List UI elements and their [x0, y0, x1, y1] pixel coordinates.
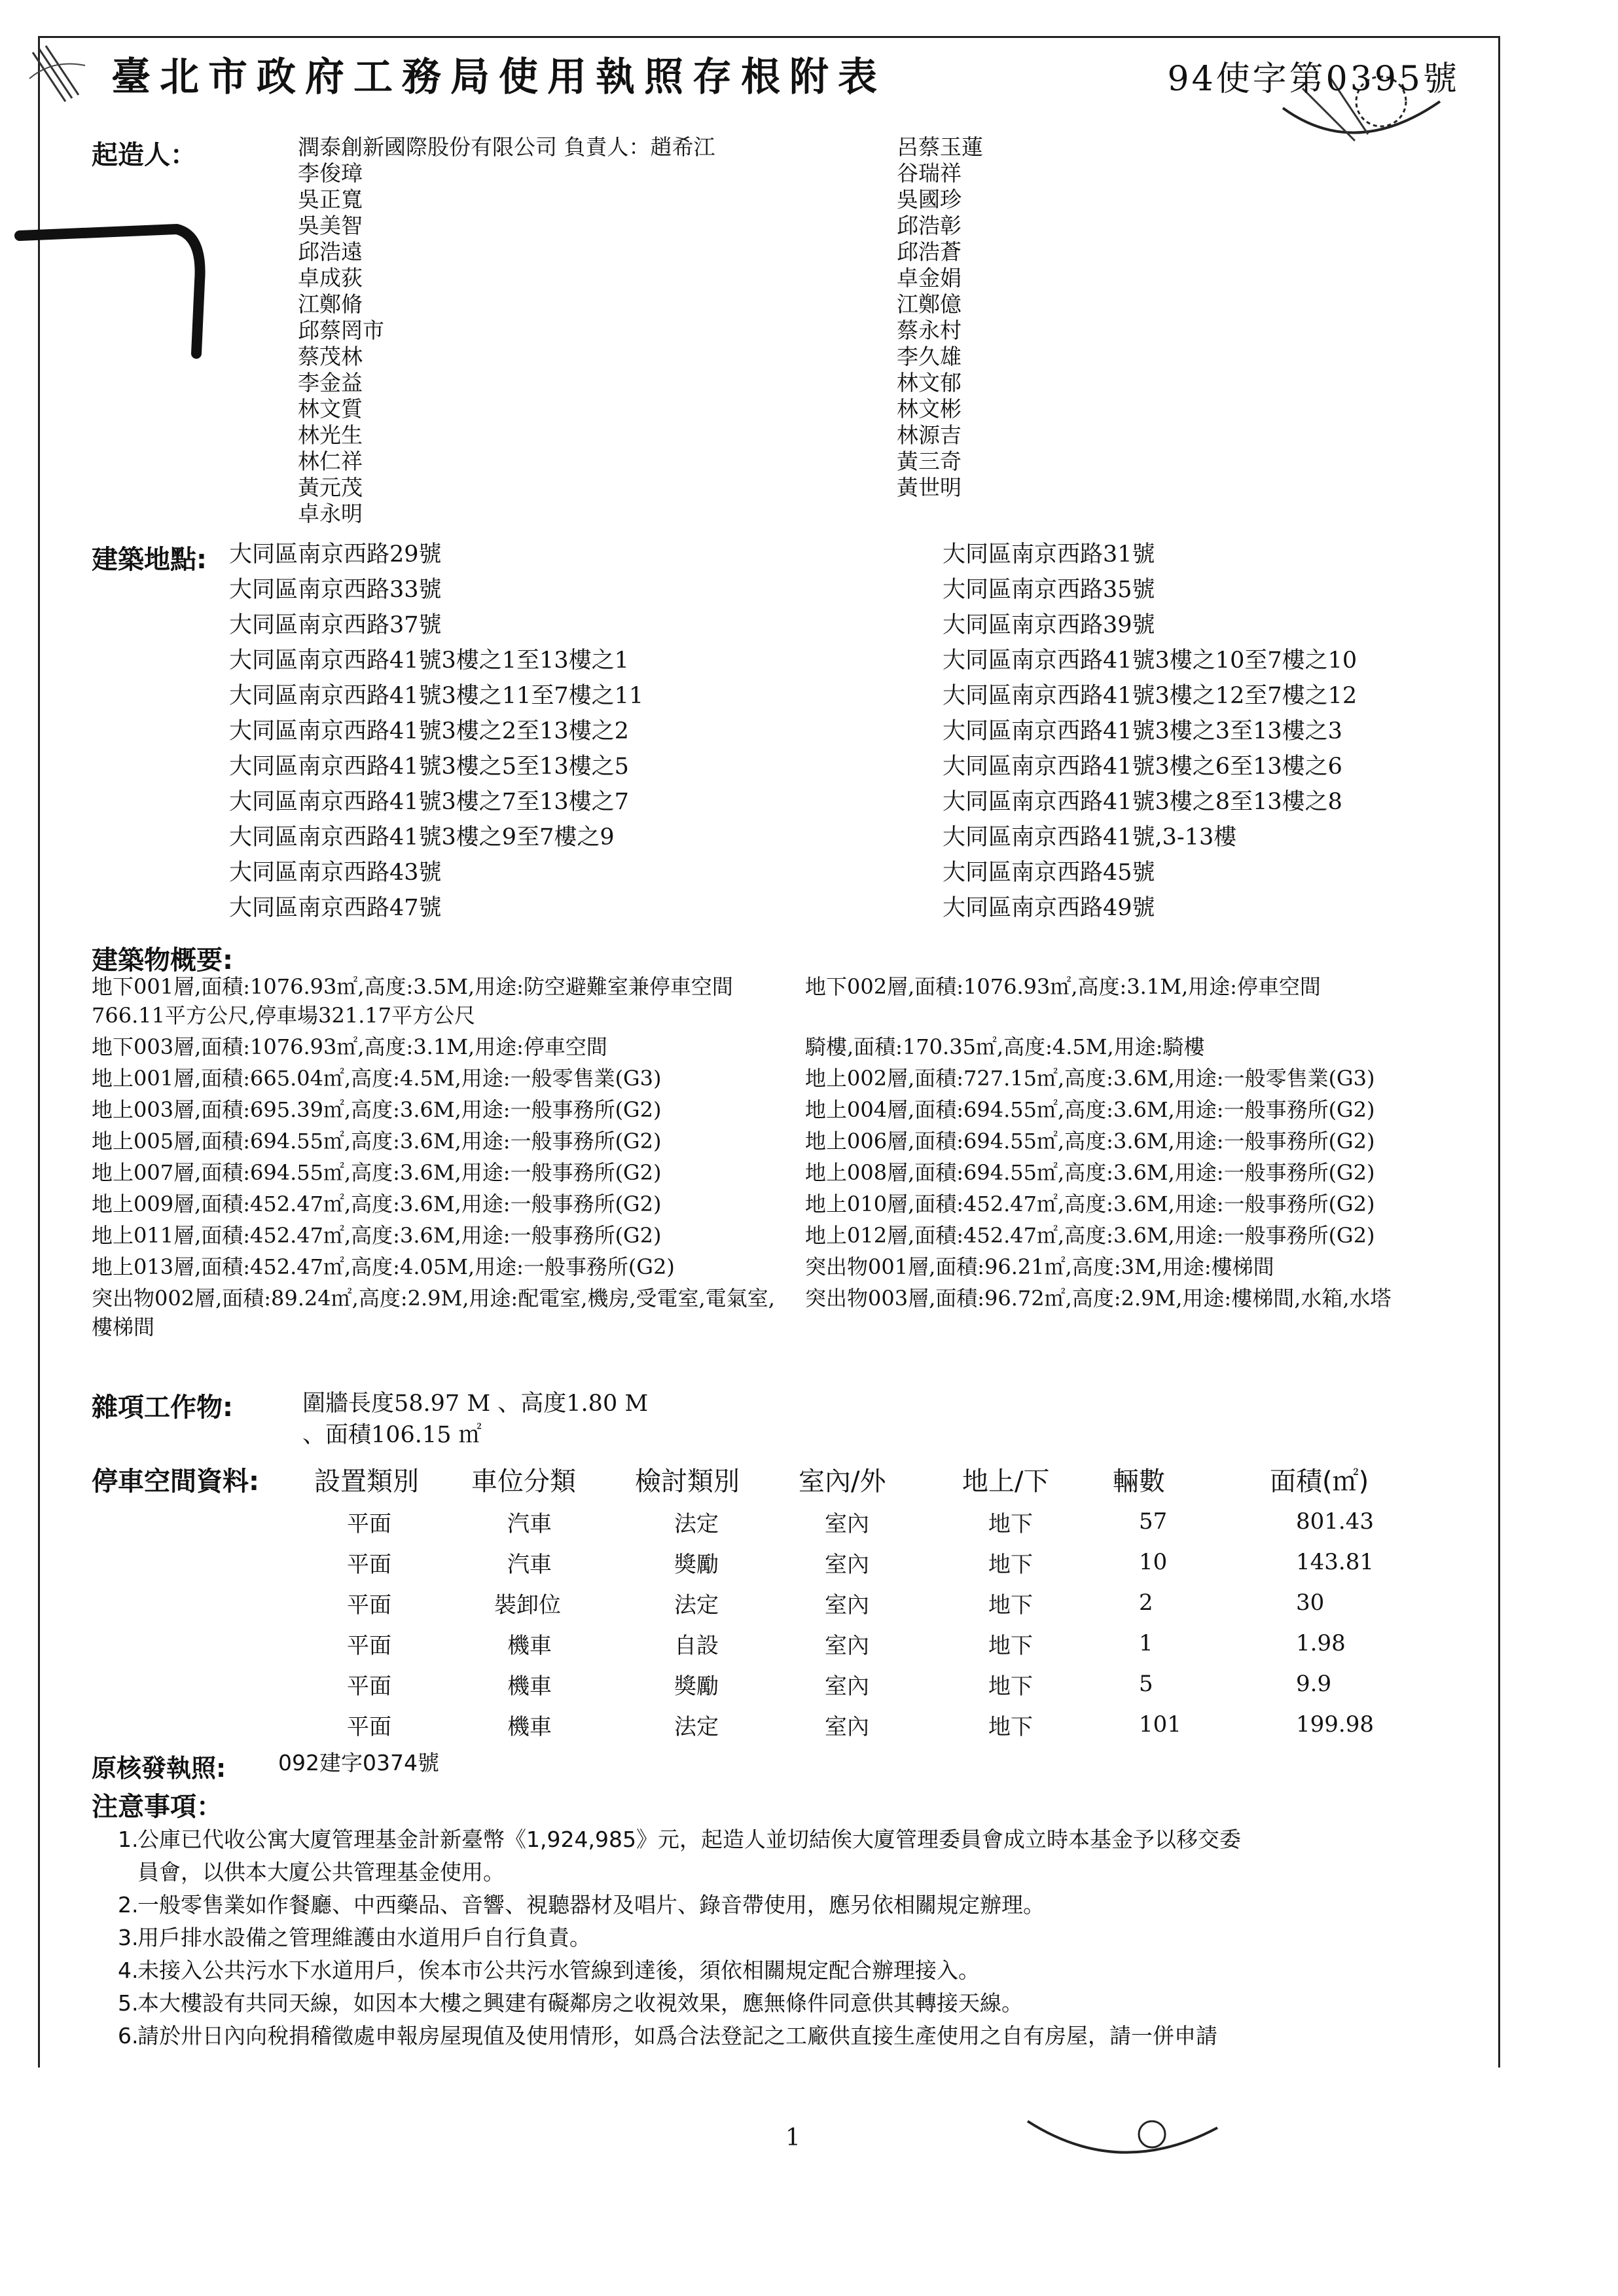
builder-name: 吳美智 [298, 213, 363, 238]
column-header: 檢討類別 [635, 1466, 740, 1497]
builder-name: 蔡茂林 [298, 344, 363, 369]
builder-name: 林文郁 [897, 370, 962, 395]
cell-type: 平面 [347, 1713, 391, 1740]
note-item [118, 1823, 1519, 1856]
floor-entry: 地上001層,面積:665.04㎡,高度:4.5M,用途:一般零售業(G3) [92, 1066, 662, 1091]
floor-entry: 地上012層,面積:452.47㎡,高度:3.6M,用途:一般事務所(G2) [805, 1223, 1375, 1248]
builder-name: 林文質 [298, 396, 363, 422]
site-address: 大同區南京西路41號,3-13樓 [943, 824, 1237, 850]
floor-entry: 地上013層,面積:452.47㎡,高度:4.05M,用途:一般事務所(G2) [92, 1254, 675, 1279]
builder-left-column [298, 134, 715, 527]
site-address: 大同區南京西路39號 [943, 612, 1155, 638]
note-number: 5. [118, 1990, 139, 2016]
note-item [118, 1987, 1519, 2020]
permit-number: 94使字第0395號 [1167, 60, 1460, 99]
note-item [118, 1922, 1519, 1954]
builder-name: 卓金娟 [897, 265, 962, 291]
floor-entry: 地上008層,面積:694.55㎡,高度:3.6M,用途:一般事務所(G2) [805, 1160, 1375, 1185]
cell-level: 地下 [988, 1592, 1033, 1618]
builder-name: 李久雄 [897, 344, 962, 369]
note-item [118, 1954, 1519, 1987]
cell-type: 平面 [347, 1673, 391, 1700]
site-address: 大同區南京西路29號 [229, 541, 442, 568]
note-item [118, 1856, 1519, 1889]
column-header: 車位分類 [471, 1466, 576, 1497]
cell-count: 1 [1139, 1630, 1153, 1656]
original-label: 原核發執照: [92, 1754, 226, 1783]
floor-entry: 突出物001層,面積:96.21㎡,高度:3M,用途:樓梯間 [805, 1254, 1274, 1279]
site-address: 大同區南京西路49號 [943, 895, 1155, 921]
cell-review: 法定 [674, 1510, 719, 1537]
cell-category: 機車 [507, 1713, 552, 1740]
table-row [92, 1542, 1375, 1582]
parking-label: 停車空間資料: [92, 1466, 259, 1497]
cell-review: 獎勵 [674, 1673, 719, 1700]
header [111, 46, 1460, 111]
site-address: 大同區南京西路33號 [229, 577, 442, 603]
note-text: 未接入公共污水下水道用戶，俟本市公共污水管線到達後，須依相關規定配合辦理接入。 [137, 1958, 980, 1983]
site-address: 大同區南京西路41號3樓之12至7樓之12 [943, 683, 1357, 709]
table-row [92, 1704, 1375, 1745]
builder-name: 呂蔡玉蓮 [897, 134, 983, 160]
corner-stamp [26, 39, 111, 118]
site-address: 大同區南京西路41號3樓之5至13樓之5 [229, 754, 629, 780]
floor-entry: 地上004層,面積:694.55㎡,高度:3.6M,用途:一般事務所(G2) [805, 1097, 1375, 1122]
document-title: 臺北市政府工務局使用執照存根附表 [111, 54, 886, 100]
cell-category: 汽車 [507, 1551, 552, 1578]
cell-review: 法定 [674, 1713, 719, 1740]
cell-indoor: 室內 [825, 1510, 869, 1537]
cell-level: 地下 [988, 1551, 1033, 1578]
site-address: 大同區南京西路47號 [229, 895, 442, 921]
cell-count: 101 [1139, 1711, 1181, 1738]
building-label: 建築物概要: [92, 945, 233, 975]
cell-review: 法定 [674, 1592, 719, 1618]
cell-level: 地下 [988, 1510, 1033, 1537]
cell-level: 地下 [988, 1632, 1033, 1659]
cell-area: 143.81 [1296, 1549, 1374, 1575]
builder-name: 吳國珍 [897, 187, 962, 212]
builder-name: 林源吉 [897, 422, 962, 448]
parking-header-row [92, 1457, 1375, 1501]
cell-review: 自設 [674, 1632, 719, 1659]
cell-count: 57 [1139, 1508, 1168, 1535]
builder-name: 李金益 [298, 370, 363, 395]
builder-name: 李俊璋 [298, 160, 363, 186]
builder-name: 吳正寬 [298, 187, 363, 212]
floor-entry: 地上005層,面積:694.55㎡,高度:3.6M,用途:一般事務所(G2) [92, 1129, 662, 1154]
cell-count: 5 [1139, 1671, 1153, 1697]
note-item [118, 1889, 1519, 1922]
floor-entry: 地下001層,面積:1076.93㎡,高度:3.5M,用途:防空避難室兼停車空間766.11平方公尺,停車場321.17平方公尺 [92, 974, 733, 1028]
page-number: 1 [785, 2124, 800, 2151]
note-text: 用戶排水設備之管理維護由水道用戶自行負責。 [137, 1925, 591, 1950]
table-row [92, 1582, 1375, 1623]
site-address: 大同區南京西路43號 [229, 860, 442, 886]
floor-entry: 地上002層,面積:727.15㎡,高度:3.6M,用途:一般零售業(G3) [805, 1066, 1375, 1091]
column-header: 室內/外 [799, 1466, 886, 1497]
pen-stroke [13, 216, 223, 367]
site-address: 大同區南京西路31號 [943, 541, 1155, 568]
site-label: 建築地點: [92, 545, 207, 575]
cell-indoor: 室內 [825, 1551, 869, 1578]
table-row [92, 1664, 1375, 1704]
builder-name: 江鄭脩 [298, 291, 363, 317]
original-value: 092建字0374號 [278, 1750, 439, 1776]
note-text: 公庫已代收公寓大廈管理基金計新臺幣《1,924,985》元，起造人並切結俟大廈管理委員會成立時本基金予以移交委 [137, 1827, 1241, 1852]
site-address: 大同區南京西路41號3樓之1至13樓之1 [229, 647, 629, 674]
note-number: 2. [118, 1892, 139, 1918]
column-header: 輛數 [1113, 1466, 1165, 1497]
note-text: 員會，以供本大廈公共管理基金使用。 [137, 1859, 505, 1885]
builder-name: 黃三奇 [897, 448, 962, 474]
builder-label: 起造人： [92, 140, 196, 170]
site-address: 大同區南京西路35號 [943, 577, 1155, 603]
builder-name: 蔡永村 [897, 318, 962, 343]
builder-name: 邱浩遠 [298, 239, 363, 264]
floor-entry: 地上007層,面積:694.55㎡,高度:3.6M,用途:一般事務所(G2) [92, 1160, 662, 1185]
misc-label: 雜項工作物: [92, 1393, 233, 1423]
table-row [92, 1501, 1375, 1542]
notes-list [118, 1823, 1519, 2052]
floor-entry: 地下003層,面積:1076.93㎡,高度:3.1M,用途:停車空間 [92, 1034, 607, 1059]
cell-category: 機車 [507, 1632, 552, 1659]
builder-name: 林光生 [298, 422, 363, 448]
floor-entry: 地上010層,面積:452.47㎡,高度:3.6M,用途:一般事務所(G2) [805, 1192, 1375, 1216]
cell-count: 10 [1139, 1549, 1168, 1575]
site-address: 大同區南京西路41號3樓之8至13樓之8 [943, 789, 1342, 815]
floor-entry: 地上011層,面積:452.47㎡,高度:3.6M,用途:一般事務所(G2) [92, 1223, 662, 1248]
note-number: 6. [118, 2023, 139, 2049]
cell-type: 平面 [347, 1632, 391, 1659]
floor-entry: 騎樓,面積:170.35㎡,高度:4.5M,用途:騎樓 [805, 1034, 1205, 1059]
site-address: 大同區南京西路41號3樓之2至13樓之2 [229, 718, 629, 744]
parking-table [92, 1457, 1375, 1745]
cell-area: 30 [1296, 1590, 1325, 1616]
floor-entry: 地上006層,面積:694.55㎡,高度:3.6M,用途:一般事務所(G2) [805, 1129, 1375, 1154]
site-address: 大同區南京西路41號3樓之9至7樓之9 [229, 824, 615, 850]
cell-count: 2 [1139, 1590, 1153, 1616]
site-address: 大同區南京西路45號 [943, 860, 1155, 886]
cell-indoor: 室內 [825, 1673, 869, 1700]
cell-type: 平面 [347, 1551, 391, 1578]
cell-indoor: 室內 [825, 1632, 869, 1659]
site-address: 大同區南京西路41號3樓之10至7樓之10 [943, 647, 1357, 674]
site-left-column [229, 537, 643, 926]
cell-type: 平面 [347, 1592, 391, 1618]
cell-area: 9.9 [1296, 1671, 1332, 1697]
column-header: 設置類別 [314, 1466, 419, 1497]
note-text: 一般零售業如作餐廳、中西藥品、音響、視聽器材及唱片、錄音帶使用，應另依相關規定辦理。 [137, 1892, 1045, 1918]
builder-name: 谷瑞祥 [897, 160, 962, 186]
cell-indoor: 室內 [825, 1713, 869, 1740]
site-address: 大同區南京西路41號3樓之7至13樓之7 [229, 789, 629, 815]
misc-details [302, 1388, 648, 1451]
cell-area: 801.43 [1296, 1508, 1374, 1535]
builder-name: 黃世明 [897, 475, 962, 500]
site-address: 大同區南京西路41號3樓之6至13樓之6 [943, 754, 1342, 780]
floor-entry: 地下002層,面積:1076.93㎡,高度:3.1M,用途:停車空間 [805, 974, 1321, 999]
note-text: 請於卅日內向稅捐稽徵處申報房屋現值及使用情形，如爲合法登記之工廠供直接生產使用之自有房屋，請一併申請 [137, 2023, 1217, 2049]
column-header: 地上/下 [962, 1466, 1050, 1497]
bottom-stamp [1021, 2108, 1231, 2174]
site-address: 大同區南京西路37號 [229, 612, 442, 638]
floor-entry: 地上003層,面積:695.39㎡,高度:3.6M,用途:一般事務所(G2) [92, 1097, 662, 1122]
cell-review: 獎勵 [674, 1551, 719, 1578]
notes-label: 注意事項： [92, 1792, 223, 1822]
note-number: 4. [118, 1958, 139, 1983]
builder-company: 潤泰創新國際股份有限公司 負責人：趙希江 [298, 134, 715, 160]
building-summary [92, 972, 1505, 1341]
cell-indoor: 室內 [825, 1592, 869, 1618]
floor-entry: 突出物003層,面積:96.72㎡,高度:2.9M,用途:樓梯間,水箱,水塔 [805, 1286, 1392, 1311]
table-row [92, 1623, 1375, 1664]
column-header: 面積(㎡) [1270, 1466, 1369, 1497]
cell-area: 1.98 [1296, 1630, 1346, 1656]
cell-type: 平面 [347, 1510, 391, 1537]
builder-name: 卓成荻 [298, 265, 363, 291]
cell-area: 199.98 [1296, 1711, 1374, 1738]
misc-line: 、面積106.15 ㎡ [302, 1422, 482, 1448]
builder-name: 卓永明 [298, 501, 363, 526]
cell-category: 機車 [507, 1673, 552, 1700]
note-item [118, 2020, 1519, 2052]
builder-name: 邱蔡罔市 [298, 318, 384, 343]
builder-name: 邱浩彰 [897, 213, 962, 238]
note-text: 本大樓設有共同天線，如因本大樓之興建有礙鄰房之收視效果，應無條件同意供其轉接天線。 [137, 1990, 1023, 2016]
misc-line: 圍牆長度58.97 M 、高度1.80 M [302, 1391, 649, 1417]
builder-name: 林仁祥 [298, 448, 363, 474]
cell-level: 地下 [988, 1673, 1033, 1700]
site-address: 大同區南京西路41號3樓之3至13樓之3 [943, 718, 1342, 744]
site-right-column [943, 537, 1357, 926]
note-number: 3. [118, 1925, 139, 1950]
note-number: 1. [118, 1827, 139, 1852]
floor-entry: 地上009層,面積:452.47㎡,高度:3.6M,用途:一般事務所(G2) [92, 1192, 662, 1216]
cell-category: 裝卸位 [494, 1592, 561, 1618]
builder-name: 林文彬 [897, 396, 962, 422]
builder-right-column [897, 134, 983, 501]
builder-name: 江鄭億 [897, 291, 962, 317]
cell-category: 汽車 [507, 1510, 552, 1537]
site-address: 大同區南京西路41號3樓之11至7樓之11 [229, 683, 644, 709]
floor-entry: 突出物002層,面積:89.24㎡,高度:2.9M,用途:配電室,機房,受電室,電氣室,樓梯間 [92, 1286, 775, 1339]
builder-name: 黃元茂 [298, 475, 363, 500]
cell-level: 地下 [988, 1713, 1033, 1740]
builder-name: 邱浩蒼 [897, 239, 962, 264]
